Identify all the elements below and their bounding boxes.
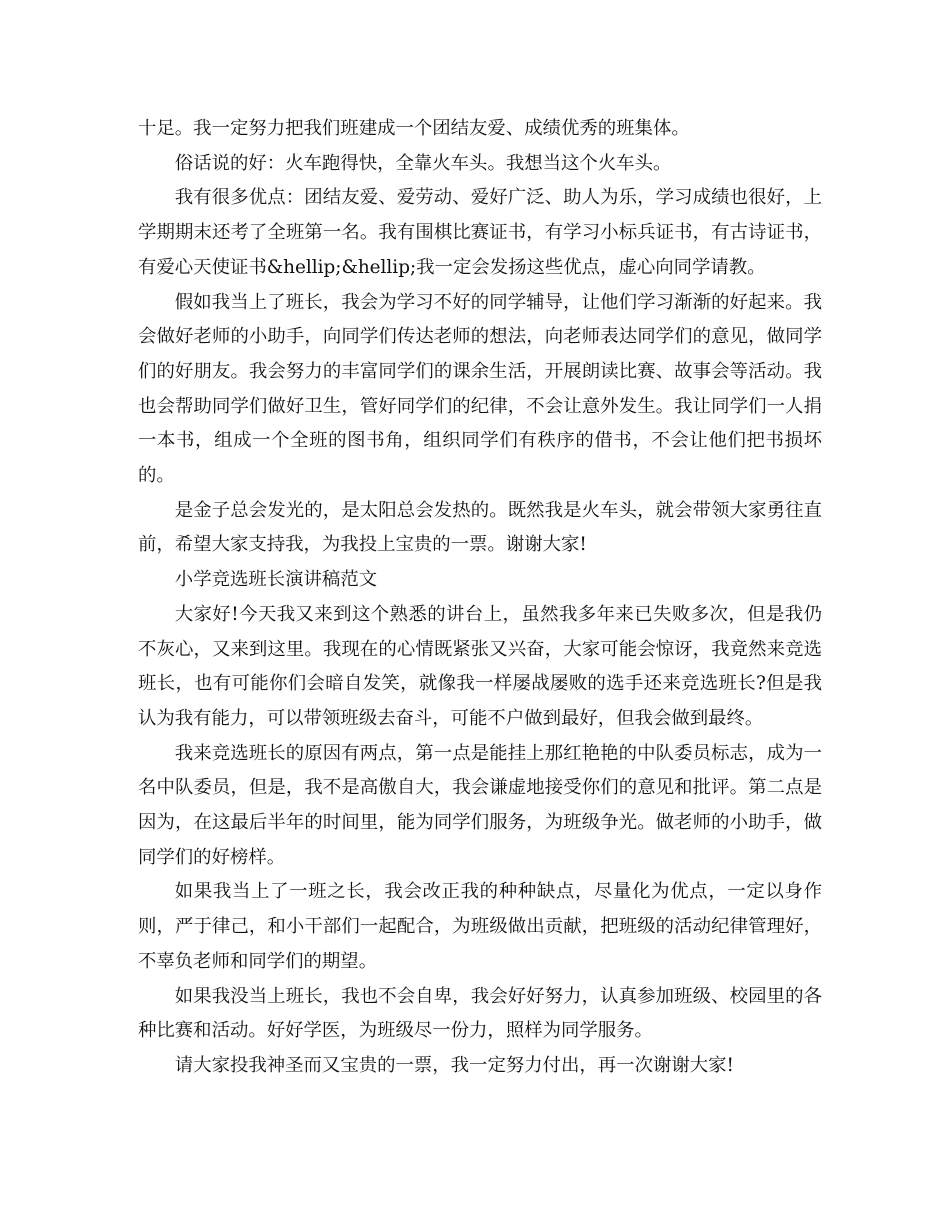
paragraph-continuation: 十足。我一定努力把我们班建成一个团结友爱、成绩优秀的班集体。 [138, 118, 690, 139]
paragraph: 如果我没当上班长，我也不会自卑，我会好好努力，认真参加班级、校园里的各种比赛和活动。好好学医，为班级尽一份力，照样为同学服务。 [138, 985, 822, 1042]
paragraph: 是金子总会发光的，是太阳总会发热的。既然我是火车头，就会带领大家勇往直前，希望大家支持我，为我投上宝贵的一票。谢谢大家! [138, 499, 822, 556]
paragraph: 如果我当上了一班之长，我会改正我的种种缺点，尽量化为优点，一定以身作则，严于律己，和小干部们一起配合，为班级做出贡献，把班级的活动纪律管理好，不辜负老师和同学们的期望。 [138, 881, 822, 972]
paragraph: 大家好!今天我又来到这个熟悉的讲台上，虽然我多年来已失败多次，但是我仍不灰心，又来到这里。我现在的心情既紧张又兴奋，大家可能会惊讶，我竟然来竞选班长，也有可能你们会暗自发笑，就像我一样屡战屡败的选手还来竞选班长?但是我认为我有能力，可以带领班级去奋斗，可能不户做到最好，但我会做到最终。 [138, 603, 822, 729]
paragraph: 俗话说的好：火车跑得快，全靠火车头。我想当这个火车头。 [174, 152, 672, 174]
paragraph: 请大家投我神圣而又宝贵的一票，我一定努力付出，再一次谢谢大家! [174, 1054, 734, 1076]
paragraph: 我有很多优点：团结友爱、爱劳动、爱好广泛、助人为乐，学习成绩也很好，上学期期末还考了全班第一名。我有围棋比赛证书，有学习小标兵证书，有古诗证书，有爱心天使证书&hellip;&hellip;我一定会发扬这些优点，虚心向同学请教。 [138, 187, 822, 278]
section-title: 小学竞选班长演讲稿范文 [174, 569, 378, 591]
document-body [138, 112, 822, 1084]
paragraph: 假如我当上了班长，我会为学习不好的同学辅导，让他们学习渐渐的好起来。我会做好老师的小助手，向同学们传达老师的想法，向老师表达同学们的意见，做同学们的好朋友。我会努力的丰富同学们的课余生活，开展朗读比赛、故事会等活动。我也会帮助同学们做好卫生，管好同学们的纪律，不会让意外发生。我让同学们一人捐一本书，组成一个全班的图书角，组织同学们有秩序的借书，不会让他们把书损坏的。 [138, 291, 822, 487]
paragraph: 我来竞选班长的原因有两点，第一点是能挂上那红艳艳的中队委员标志，成为一名中队委员，但是，我不是高傲自大，我会谦虚地接受你们的意见和批评。第二点是因为，在这最后半年的时间里，能为同学们服务，为班级争光。做老师的小助手，做同学们的好榜样。 [138, 742, 822, 868]
